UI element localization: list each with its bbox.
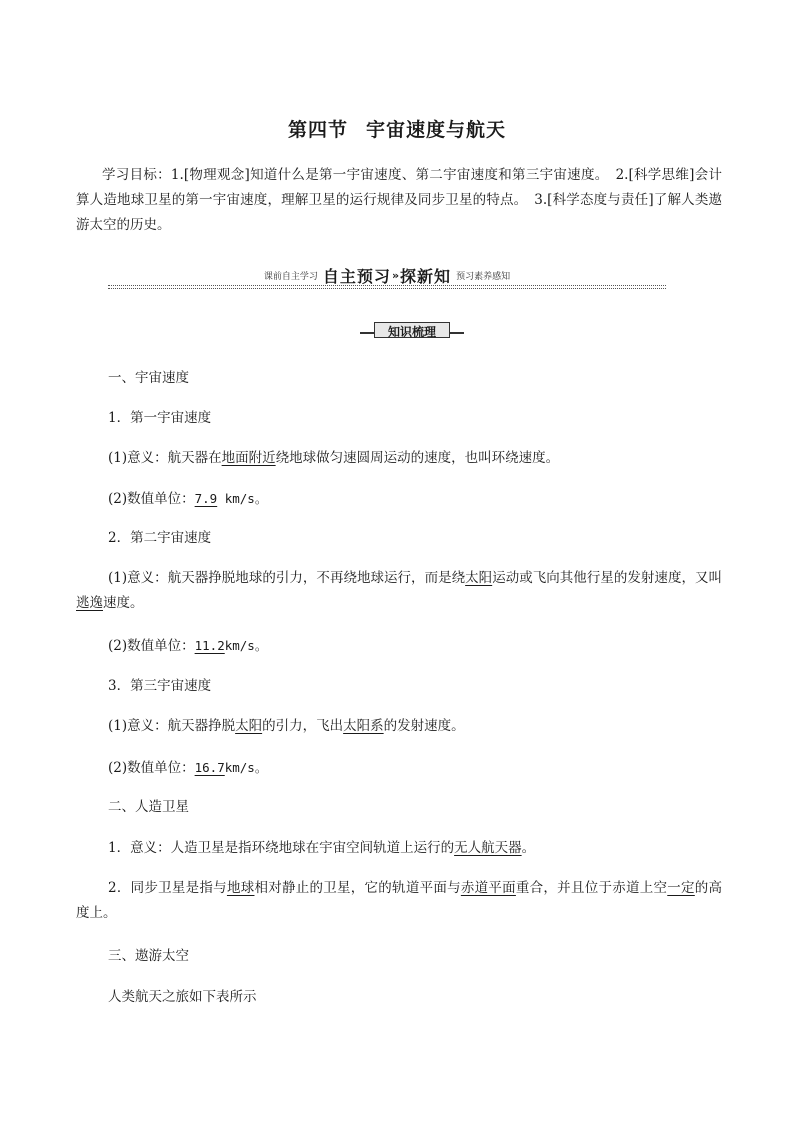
blank-answer: 一定 <box>667 880 695 896</box>
blank-answer: 地面附近 <box>221 450 276 466</box>
heading-second-velocity: 2．第二宇宙速度 <box>108 530 212 546</box>
learning-objectives: 学习目标：1.[物理观念]知道什么是第一宇宙速度、第二宇宙速度和第三宇宙速度。 2.[科学思维]会计算人造地球卫星的第一宇宙速度，理解卫星的运行规律及同步卫星的特点。 3.[科学态度与责任]了解人类遨游太空的历史。 <box>76 167 722 233</box>
title-text: 宇宙速度与航天 <box>366 119 507 141</box>
blank-answer: 11.2 <box>194 638 225 653</box>
banner-rule <box>108 288 666 289</box>
blank-answer: 地球 <box>226 880 255 896</box>
heading-cosmic-velocity: 一、宇宙速度 <box>108 370 189 386</box>
label-text: 知识梳理 <box>387 325 436 339</box>
third-velocity-value: (2)数值单位：16.7km/s。 <box>108 760 268 776</box>
blank-answer: 太阳 <box>235 718 263 734</box>
satellite-meaning: 1．意义：人造卫星是指环绕地球在宇宙空间轨道上运行的无人航天器。 <box>108 840 536 856</box>
page-title <box>0 115 794 142</box>
blank-answer: 无人航天器 <box>454 840 522 856</box>
blank-answer: 7.9 <box>194 491 218 506</box>
blank-answer: 逃逸 <box>76 595 103 611</box>
banner-text <box>108 264 666 287</box>
third-velocity-meaning: (1)意义：航天器挣脱太阳的引力，飞出太阳系的发射速度。 <box>108 718 465 734</box>
second-velocity-value: (2)数值单位：11.2km/s。 <box>108 638 268 654</box>
knowledge-section-label <box>360 320 464 340</box>
synchronous-satellite: 2．同步卫星是指与地球相对静止的卫星，它的轨道平面与赤道平面重合，并且位于赤道上空一定的高度上。 <box>76 880 723 921</box>
banner-main-1: 自主预习 <box>322 267 391 286</box>
heading-third-velocity: 3．第三宇宙速度 <box>108 678 212 694</box>
space-travel-intro: 人类航天之旅如下表所示 <box>108 989 257 1005</box>
title-section-number: 第四节 <box>287 119 348 141</box>
banner-main-2: 探新知 <box>400 267 452 286</box>
banner-left: 课前自主学习 <box>263 272 318 282</box>
blank-answer: 太阳系 <box>343 718 384 734</box>
first-velocity-meaning: (1)意义：航天器在地面附近绕地球做匀速圆周运动的速度，也叫环绕速度。 <box>108 450 560 466</box>
banner-right: 预习素养感知 <box>456 272 511 282</box>
blank-answer: 赤道平面 <box>460 880 516 896</box>
banner-arrow-icon: » <box>391 269 400 282</box>
second-velocity-meaning: (1)意义：航天器挣脱地球的引力，不再绕地球运行，而是绕太阳运动或飞向其他行星的发射速度，又叫逃逸速度。 <box>76 570 723 611</box>
blank-answer: 16.7 <box>194 760 225 775</box>
section-banner <box>108 262 666 290</box>
blank-answer: 太阳 <box>465 570 493 586</box>
first-velocity-value: (2)数值单位：7.9 km/s。 <box>108 491 268 507</box>
heading-space-travel: 三、遨游太空 <box>108 948 189 964</box>
heading-first-velocity: 1．第一宇宙速度 <box>108 410 212 426</box>
heading-artificial-satellite: 二、人造卫星 <box>108 799 189 815</box>
